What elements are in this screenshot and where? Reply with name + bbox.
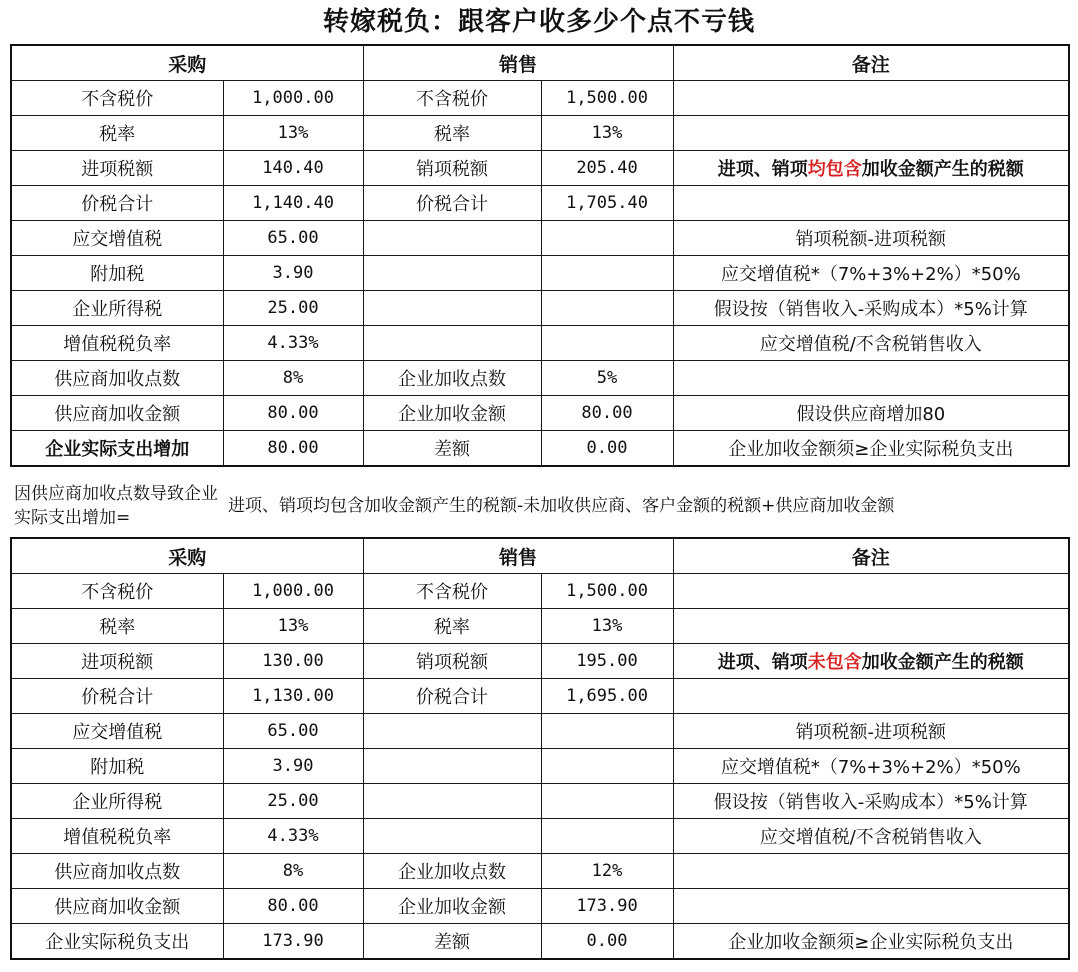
remark-cell[interactable]: 销项税额-进项税额 xyxy=(673,714,1069,749)
sales-value-cell[interactable]: 1,500.00 xyxy=(541,574,673,609)
sales-label-cell[interactable] xyxy=(363,714,541,749)
purchase-label-cell[interactable]: 企业实际税负支出 xyxy=(11,924,223,960)
sales-value-cell[interactable]: 1,695.00 xyxy=(541,679,673,714)
purchase-value-cell[interactable]: 80.00 xyxy=(223,431,363,467)
purchase-label-cell[interactable]: 价税合计 xyxy=(11,186,223,221)
remark-text: 进项、销项 xyxy=(717,159,808,180)
table-row xyxy=(11,714,1069,749)
purchase-label-cell[interactable]: 价税合计 xyxy=(11,679,223,714)
purchase-value-cell[interactable]: 13% xyxy=(223,116,363,151)
sales-label-cell[interactable] xyxy=(363,291,541,326)
sales-value-cell[interactable]: 13% xyxy=(541,116,673,151)
remark-cell[interactable]: 企业加收金额须≥企业实际税负支出 xyxy=(673,924,1069,960)
sales-label-cell[interactable]: 企业加收金额 xyxy=(363,889,541,924)
purchase-header[interactable]: 采购 xyxy=(11,538,363,574)
sales-label-cell[interactable]: 企业加收点数 xyxy=(363,361,541,396)
sales-value-cell[interactable]: 0.00 xyxy=(541,431,673,467)
sales-value-cell[interactable] xyxy=(541,256,673,291)
purchase-label-cell[interactable]: 税率 xyxy=(11,116,223,151)
table-row xyxy=(11,749,1069,784)
sales-label-cell[interactable] xyxy=(363,749,541,784)
purchase-value-cell[interactable]: 1,000.00 xyxy=(223,81,363,116)
table-row xyxy=(11,819,1069,854)
table-row xyxy=(11,924,1069,960)
table-header-row xyxy=(11,538,1069,574)
sales-label-cell[interactable]: 差额 xyxy=(363,924,541,960)
purchase-label-cell[interactable]: 附加税 xyxy=(11,256,223,291)
sales-label-cell[interactable]: 企业加收金额 xyxy=(363,396,541,431)
sales-value-cell[interactable]: 1,500.00 xyxy=(541,81,673,116)
purchase-label-cell[interactable]: 供应商加收金额 xyxy=(11,396,223,431)
purchase-label-cell[interactable]: 供应商加收点数 xyxy=(11,361,223,396)
purchase-label-cell[interactable]: 供应商加收点数 xyxy=(11,854,223,889)
purchase-value-cell[interactable]: 8% xyxy=(223,361,363,396)
remark-highlight: 均包含 xyxy=(807,159,862,180)
tax-table-excluded xyxy=(10,537,1070,960)
tax-table-included xyxy=(10,44,1070,467)
sales-label-cell[interactable]: 价税合计 xyxy=(363,186,541,221)
sales-value-cell[interactable] xyxy=(541,784,673,819)
purchase-label-cell[interactable]: 企业所得税 xyxy=(11,291,223,326)
purchase-label-cell[interactable]: 应交增值税 xyxy=(11,221,223,256)
remark-cell[interactable]: 销项税额-进项税额 xyxy=(673,221,1069,256)
table-row xyxy=(11,784,1069,819)
remark-header[interactable]: 备注 xyxy=(673,538,1069,574)
sales-value-cell[interactable] xyxy=(541,714,673,749)
table-row xyxy=(11,116,1069,151)
table-row xyxy=(11,609,1069,644)
remark-text: 加收金额产生的税额 xyxy=(861,652,1024,673)
table-row xyxy=(11,644,1069,679)
table-row xyxy=(11,889,1069,924)
formula-note-text[interactable]: 进项、销项均包含加收金额产生的税额-未加收供应商、客户金额的税额+供应商加收金额 xyxy=(228,496,895,516)
remark-cell[interactable]: 应交增值税*（7%+3%+2%）*50% xyxy=(673,256,1069,291)
sales-value-cell[interactable]: 80.00 xyxy=(541,396,673,431)
remark-cell[interactable] xyxy=(673,151,1069,186)
remark-cell[interactable] xyxy=(673,361,1069,396)
purchase-value-cell[interactable]: 1,130.00 xyxy=(223,679,363,714)
sales-value-cell[interactable]: 205.40 xyxy=(541,151,673,186)
sales-header[interactable]: 销售 xyxy=(363,45,673,81)
table-row xyxy=(11,396,1069,431)
page-title: 转嫁税负：跟客户收多少个点不亏钱 xyxy=(322,7,755,37)
remark-cell[interactable] xyxy=(673,889,1069,924)
purchase-value-cell[interactable]: 173.90 xyxy=(223,924,363,960)
purchase-label-cell[interactable]: 不含税价 xyxy=(11,81,223,116)
purchase-value-cell[interactable]: 8% xyxy=(223,854,363,889)
sales-value-cell[interactable] xyxy=(541,819,673,854)
sales-label-cell[interactable]: 税率 xyxy=(363,609,541,644)
sales-label-cell[interactable] xyxy=(363,326,541,361)
remark-cell[interactable]: 应交增值税/不含税销售收入 xyxy=(673,819,1069,854)
formula-note xyxy=(0,476,1078,536)
remark-cell[interactable] xyxy=(673,644,1069,679)
purchase-label-cell[interactable]: 税率 xyxy=(11,609,223,644)
remark-cell[interactable]: 假设按（销售收入-采购成本）*5%计算 xyxy=(673,784,1069,819)
sales-value-cell[interactable]: 5% xyxy=(541,361,673,396)
purchase-value-cell[interactable]: 3.90 xyxy=(223,256,363,291)
remark-header[interactable]: 备注 xyxy=(673,45,1069,81)
sales-value-cell[interactable] xyxy=(541,291,673,326)
remark-cell[interactable]: 应交增值税/不含税销售收入 xyxy=(673,326,1069,361)
purchase-value-cell[interactable]: 1,000.00 xyxy=(223,574,363,609)
purchase-label-cell[interactable]: 应交增值税 xyxy=(11,714,223,749)
sales-value-cell[interactable] xyxy=(541,326,673,361)
purchase-label-cell[interactable]: 进项税额 xyxy=(11,644,223,679)
purchase-label-cell[interactable]: 不含税价 xyxy=(11,574,223,609)
table-row xyxy=(11,574,1069,609)
remark-cell[interactable] xyxy=(673,186,1069,221)
remark-cell[interactable]: 企业加收金额须≥企业实际税负支出 xyxy=(673,431,1069,467)
sales-label-cell[interactable] xyxy=(363,784,541,819)
remark-cell[interactable] xyxy=(673,609,1069,644)
table-row xyxy=(11,326,1069,361)
sales-value-cell[interactable]: 1,705.40 xyxy=(541,186,673,221)
sales-header[interactable]: 销售 xyxy=(363,538,673,574)
table-row xyxy=(11,679,1069,714)
purchase-label-cell[interactable]: 企业所得税 xyxy=(11,784,223,819)
table-row xyxy=(11,431,1069,467)
sales-value-cell[interactable]: 0.00 xyxy=(541,924,673,960)
purchase-value-cell[interactable]: 3.90 xyxy=(223,749,363,784)
purchase-value-cell[interactable]: 65.00 xyxy=(223,221,363,256)
purchase-value-cell[interactable]: 13% xyxy=(223,609,363,644)
table-row xyxy=(11,854,1069,889)
sales-value-cell[interactable] xyxy=(541,221,673,256)
purchase-value-cell[interactable]: 65.00 xyxy=(223,714,363,749)
purchase-header[interactable]: 采购 xyxy=(11,45,363,81)
remark-highlight: 未包含 xyxy=(807,652,862,673)
formula-note-label[interactable]: 因供应商加收点数导致企业实际支出增加= xyxy=(14,484,218,528)
sales-label-cell[interactable] xyxy=(363,221,541,256)
remark-text: 加收金额产生的税额 xyxy=(861,159,1024,180)
table-row xyxy=(11,256,1069,291)
purchase-label-cell[interactable]: 企业实际支出增加 xyxy=(11,431,223,467)
remark-cell[interactable]: 假设供应商增加80 xyxy=(673,396,1069,431)
purchase-value-cell[interactable]: 80.00 xyxy=(223,889,363,924)
purchase-label-cell[interactable]: 增值税税负率 xyxy=(11,819,223,854)
remark-cell[interactable] xyxy=(673,81,1069,116)
sales-label-cell[interactable]: 销项税额 xyxy=(363,151,541,186)
purchase-value-cell[interactable]: 140.40 xyxy=(223,151,363,186)
table-row xyxy=(11,186,1069,221)
remark-cell[interactable]: 假设按（销售收入-采购成本）*5%计算 xyxy=(673,291,1069,326)
remark-cell[interactable] xyxy=(673,854,1069,889)
remark-text: 进项、销项 xyxy=(717,652,808,673)
purchase-value-cell[interactable]: 130.00 xyxy=(223,644,363,679)
table-row xyxy=(11,221,1069,256)
sales-value-cell[interactable]: 195.00 xyxy=(541,644,673,679)
table-header-row xyxy=(11,45,1069,81)
sales-value-cell[interactable]: 13% xyxy=(541,609,673,644)
remark-cell[interactable] xyxy=(673,574,1069,609)
sales-value-cell[interactable]: 173.90 xyxy=(541,889,673,924)
sales-label-cell[interactable] xyxy=(363,256,541,291)
purchase-label-cell[interactable]: 附加税 xyxy=(11,749,223,784)
sales-label-cell[interactable]: 差额 xyxy=(363,431,541,467)
table-row xyxy=(11,81,1069,116)
purchase-value-cell[interactable]: 25.00 xyxy=(223,291,363,326)
remark-cell[interactable] xyxy=(673,679,1069,714)
table-row xyxy=(11,291,1069,326)
sales-label-cell[interactable]: 价税合计 xyxy=(363,679,541,714)
sales-value-cell[interactable] xyxy=(541,749,673,784)
sales-label-cell[interactable] xyxy=(363,819,541,854)
purchase-value-cell[interactable]: 4.33% xyxy=(223,819,363,854)
sales-label-cell[interactable]: 不含税价 xyxy=(363,574,541,609)
remark-cell[interactable] xyxy=(673,116,1069,151)
purchase-value-cell[interactable]: 1,140.40 xyxy=(223,186,363,221)
sales-label-cell[interactable]: 企业加收点数 xyxy=(363,854,541,889)
purchase-label-cell[interactable]: 增值税税负率 xyxy=(11,326,223,361)
table-row xyxy=(11,361,1069,396)
sales-label-cell[interactable]: 不含税价 xyxy=(363,81,541,116)
purchase-label-cell[interactable]: 进项税额 xyxy=(11,151,223,186)
remark-cell[interactable]: 应交增值税*（7%+3%+2%）*50% xyxy=(673,749,1069,784)
purchase-value-cell[interactable]: 80.00 xyxy=(223,396,363,431)
purchase-value-cell[interactable]: 25.00 xyxy=(223,784,363,819)
purchase-value-cell[interactable]: 4.33% xyxy=(223,326,363,361)
sales-value-cell[interactable]: 12% xyxy=(541,854,673,889)
table-row xyxy=(11,151,1069,186)
sales-label-cell[interactable]: 税率 xyxy=(363,116,541,151)
sales-label-cell[interactable]: 销项税额 xyxy=(363,644,541,679)
purchase-label-cell[interactable]: 供应商加收金额 xyxy=(11,889,223,924)
